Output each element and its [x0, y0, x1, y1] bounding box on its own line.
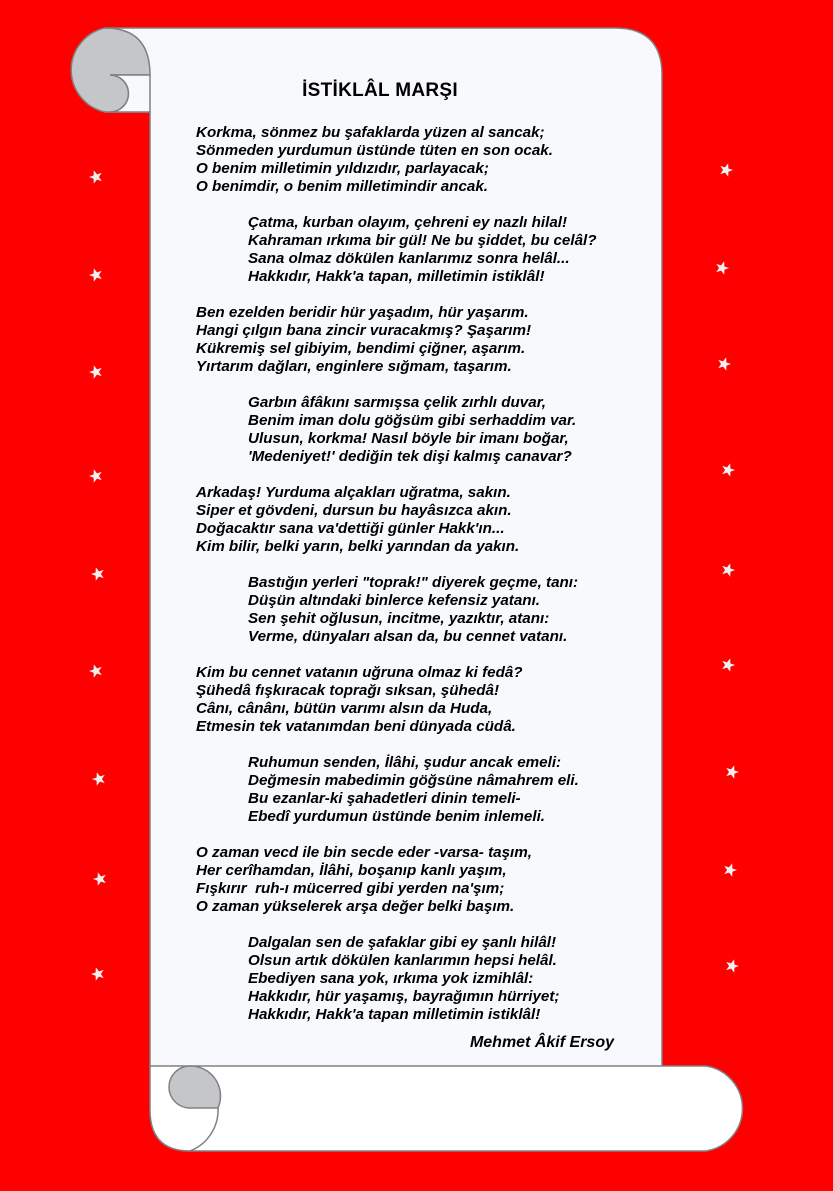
poem-line: Çatma, kurban olayım, çehreni ey nazlı hilal!: [248, 214, 568, 231]
poem-line: Kim bu cennet vatanın uğruna olmaz ki fedâ?: [196, 664, 523, 681]
poem-line: Garbın âfâkını sarmışsa çelik zırhlı duvar,: [248, 394, 546, 411]
crescent-star-icon: [714, 635, 774, 695]
stanza: [196, 304, 636, 376]
crescent-star-icon: [718, 742, 778, 802]
poem-line: Ebediyen sana yok, ırkıma yok izmihlâl:: [248, 970, 534, 987]
poem-line: Bu ezanlar-ki şahadetleri dinin temeli-: [248, 790, 521, 807]
poem-line: Kükremiş sel gibiyim, bendimi çiğner, aşarım.: [196, 340, 526, 357]
poem-line: Olsun artık dökülen kanlarımın hepsi helâl.: [248, 952, 557, 969]
poem-line: Fışkırır ruh-ı mücerred gibi yerden na'şım;: [196, 880, 505, 897]
crescent-star-icon: [50, 342, 110, 402]
stanza: [248, 574, 636, 646]
stanza: [248, 934, 636, 1024]
poem-line: Ruhumun senden, İlâhi, şudur ancak emeli:: [248, 754, 562, 771]
poem-line: Siper et gövdeni, dursun bu hayâsızca akın.: [196, 502, 512, 519]
crescent-star-icon: [54, 849, 114, 909]
poem-line: Benim iman dolu göğsüm gibi serhaddim var.: [248, 412, 577, 429]
poem-line: Ebedî yurdumun üstünde benim inlemeli.: [248, 808, 546, 825]
crescent-star-icon: [714, 540, 774, 600]
stanza: [248, 214, 636, 286]
page-title: İSTİKLÂL MARŞI: [302, 80, 458, 101]
poem-line: 'Medeniyet!' dediğin tek dişi kalmış canavar?: [248, 448, 572, 465]
poem-line: Verme, dünyaları alsan da, bu cennet vatanı.: [248, 628, 568, 645]
poem-line: Sen şehit oğlusun, incitme, yazıktır, atanı:: [248, 610, 550, 627]
poem-line: Ben ezelden beridir hür yaşadım, hür yaşarım.: [196, 304, 529, 321]
stanza: [196, 844, 636, 916]
crescent-star-icon: [716, 840, 776, 900]
crescent-star-icon: [708, 238, 768, 298]
poem-line: Hakkıdır, hür yaşamış, bayrağımın hürriyet;: [248, 988, 560, 1005]
poem-line: O zaman vecd ile bin secde eder -varsa- taşım,: [196, 844, 532, 861]
stanza: [248, 754, 636, 826]
poem-line: Bastığın yerleri "toprak!" diyerek geçme, tanı:: [248, 574, 579, 591]
stanza: [196, 124, 636, 196]
crescent-star-icon: [52, 944, 112, 1004]
crescent-star-icon: [50, 446, 110, 506]
poem-line: O zaman yükselerek arşa değer belki başım.: [196, 898, 515, 915]
crescent-star-icon: [52, 544, 112, 604]
poem-line: Ulusun, korkma! Nasıl böyle bir imanı boğar,: [248, 430, 569, 447]
poem-line: Şühedâ fışkıracak toprağı sıksan, şühedâ!: [196, 682, 500, 699]
poem-line: Hakkıdır, Hakk'a tapan, milletimin istiklâl!: [248, 268, 545, 285]
poem-line: Arkadaş! Yurduma alçakları uğratma, sakın.: [196, 484, 511, 501]
poem-line: Etmesin tek vatanımdan beni dünyada cüdâ.: [196, 718, 516, 735]
poem-line: Hangi çılgın bana zincir vuracakmış? Şaşarım!: [196, 322, 532, 339]
poem-line: Kim bilir, belki yarın, belki yarından da yakın.: [196, 538, 520, 555]
crescent-star-icon: [710, 334, 770, 394]
crescent-star-icon: [714, 440, 774, 500]
poem-line: O benim milletimin yıldızıdır, parlayacak;: [196, 160, 489, 177]
scroll-bottom-roll: [150, 1066, 742, 1151]
poem-line: Yırtarım dağları, enginlere sığmam, taşarım.: [196, 358, 512, 375]
poem-line: Korkma, sönmez bu şafaklarda yüzen al sancak;: [196, 124, 545, 141]
crescent-star-icon: [712, 140, 772, 200]
stanza: [196, 484, 636, 556]
poem-line: Hakkıdır, Hakk'a tapan milletimin istiklâl!: [248, 1006, 541, 1023]
poem-line: Sana olmaz dökülen kanlarımız sonra helâl...: [248, 250, 570, 267]
poem-line: Değmesin mabedimin göğsüne nâmahrem eli.: [248, 772, 579, 789]
poem-line: O benimdir, o benim milletimindir ancak.: [196, 178, 489, 195]
stanza: [248, 394, 636, 466]
crescent-star-icon: [718, 936, 778, 996]
poem-line: Sönmeden yurdumun üstünde tüten en son ocak.: [196, 142, 553, 159]
poem-line: Düşün altındaki binlerce kefensiz yatanı.: [248, 592, 541, 609]
crescent-star-icon: [53, 749, 113, 809]
poem-line: Kahraman ırkıma bir gül! Ne bu şiddet, bu celâl?: [248, 232, 597, 249]
crescent-star-icon: [50, 245, 110, 305]
author-signature: Mehmet Âkif Ersoy: [469, 1034, 614, 1051]
poem-body: [196, 124, 636, 1042]
crescent-star-icon: [50, 147, 110, 207]
poem-line: Her cerîhamdan, İlâhi, boşanıp kanlı yaşım,: [196, 862, 507, 879]
poem-line: Dalgalan sen de şafaklar gibi ey şanlı hilâl!: [248, 934, 557, 951]
stanza: [196, 664, 636, 736]
poem-line: Doğacaktır sana va'dettiği günler Hakk'ın...: [196, 520, 505, 537]
poem-line: Cânı, cânânı, bütün varımı alsın da Huda,: [196, 700, 493, 717]
crescent-star-icon: [50, 641, 110, 701]
